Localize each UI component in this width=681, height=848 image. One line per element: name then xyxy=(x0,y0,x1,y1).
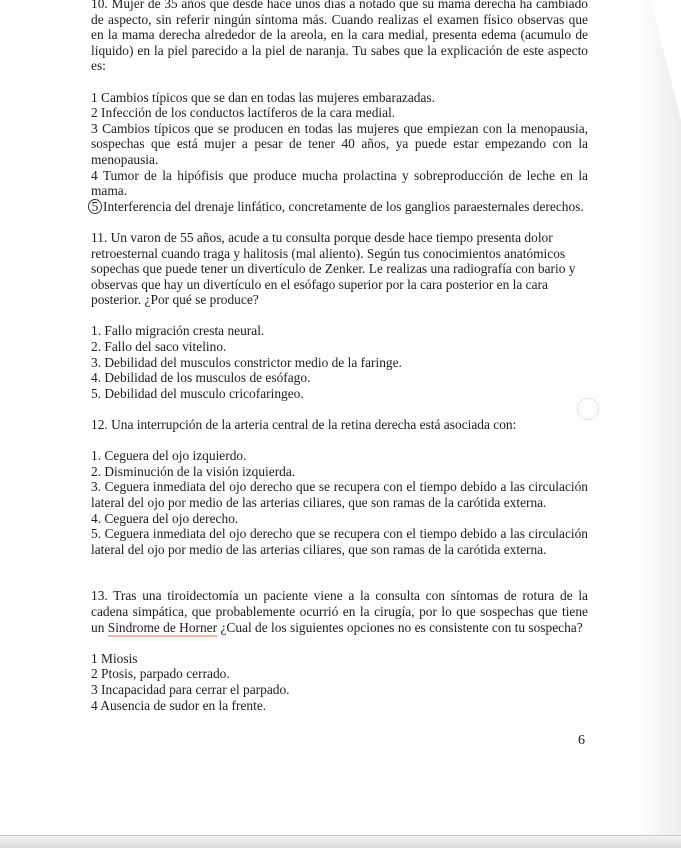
q10-option-5-text: Interferencia del drenaje linfático, concretamente de los ganglios paraesternales derechos. xyxy=(103,198,584,214)
q12-option-2: 2. Disminución de la visión izquierda. xyxy=(91,463,296,479)
q11-option-1: 1. Fallo migración cresta neural. xyxy=(91,323,265,339)
q11-stem: 11. Un varon de 55 años, acude a tu consulta porque desde hace tiempo presenta dolor retroesternal cuando traga y halitosis (mal aliento). Según tus conocimientos anatómicos sopechas que puede tener un divertículo de Zenker. Le realizas una radiografía con bario y observas que hay un divertículo en el esófago superior por la cara posterior en la cara posterior. ¿Por qué se produce? xyxy=(91,229,576,308)
q10-option-3: 3 Cambios típicos que se producen en todas las mujeres que empiezan con la menopausia, sospechas que está mujer a pesar de tener 40 años, ya puede estar empezando con la menopausia. xyxy=(91,120,588,167)
q10-stem: 10. Mujer de 35 años que desde hace unos días a notado que su mama derecha ha cambiado de aspecto, sin referir ningún síntoma más. Cuando realizas el examen físico observas que en la mama derecha alrededor de la areola, en la cara medial, presenta edema (acumulo de liquido) en la piel parecido a la piel de naranja. Tu sabes que la explicación de este aspecto es: xyxy=(91,0,588,74)
q12-option-5: 5. Ceguera inmediata del ojo derecho que se recupera con el tiempo debido a las circulación lateral del ojo por medio de las arterias ciliares, que son ramas de la carótida externa. xyxy=(91,526,588,557)
q13-stem-part-a: 13. Tras una tiroidectomía un paciente viene a la consulta con síntomas de rotura de la cadena simpática, que probablemente ocurrió en la cirugía, por lo que sospechas que tiene un xyxy=(91,588,588,635)
q13-highlighted-term: Sindrome de Horner xyxy=(107,619,218,635)
q13-stem-part-b: ¿Cual de los siguientes opciones no es consistente con tu sospecha? xyxy=(220,619,583,635)
page-bottom-edge xyxy=(0,835,681,848)
q11-option-4: 4. Debilidad de los musculos de esófago. xyxy=(91,370,311,386)
q13-option-2: 2 Ptosis, parpado cerrado. xyxy=(91,666,230,682)
q12-stem: 12. Una interrupción de la arteria central de la retina derecha está asociada con: xyxy=(91,417,517,433)
q11-option-3: 3. Debilidad del musculos constrictor medio de la faringe. xyxy=(91,354,402,370)
q12-option-4: 4. Ceguera del ojo derecho. xyxy=(91,510,239,526)
page-edge-shadow xyxy=(641,0,681,848)
answer-circle-mark: 5 xyxy=(88,199,102,214)
q13-option-1: 1 Miosis xyxy=(91,650,138,666)
q10-option-1: 1 Cambios típicos que se dan en todas las mujeres embarazadas. xyxy=(91,89,435,105)
page-number: 6 xyxy=(578,733,585,748)
q11-option-2: 2. Fallo del saco vitelino. xyxy=(91,339,227,355)
q13-option-3: 3 Incapacidad para cerrar el parpado. xyxy=(91,681,290,697)
q12-option-1: 1. Ceguera del ojo izquierdo. xyxy=(91,448,247,464)
folded-corner xyxy=(651,0,681,120)
q10-option-4: 4 Tumor de la hipófisis que produce mucha prolactina y sobreproducción de leche en la mama. xyxy=(91,167,588,199)
q10-option-5 xyxy=(91,199,588,215)
document-body xyxy=(91,0,588,713)
q10-option-2: 2 Infección de los conductos lactíferos de la cara medial. xyxy=(91,105,396,121)
q12-option-3: 3. Ceguera inmediata del ojo derecho que se recupera con el tiempo debido a las circulación lateral del ojo por medio de las arterias ciliares, que son ramas de la carótida externa. xyxy=(91,479,588,510)
q13-stem xyxy=(91,588,588,635)
q13-option-4: 4 Ausencia de sudor en la frente. xyxy=(91,697,267,713)
q11-option-5: 5. Debilidad del musculo cricofaringeo. xyxy=(91,385,304,401)
